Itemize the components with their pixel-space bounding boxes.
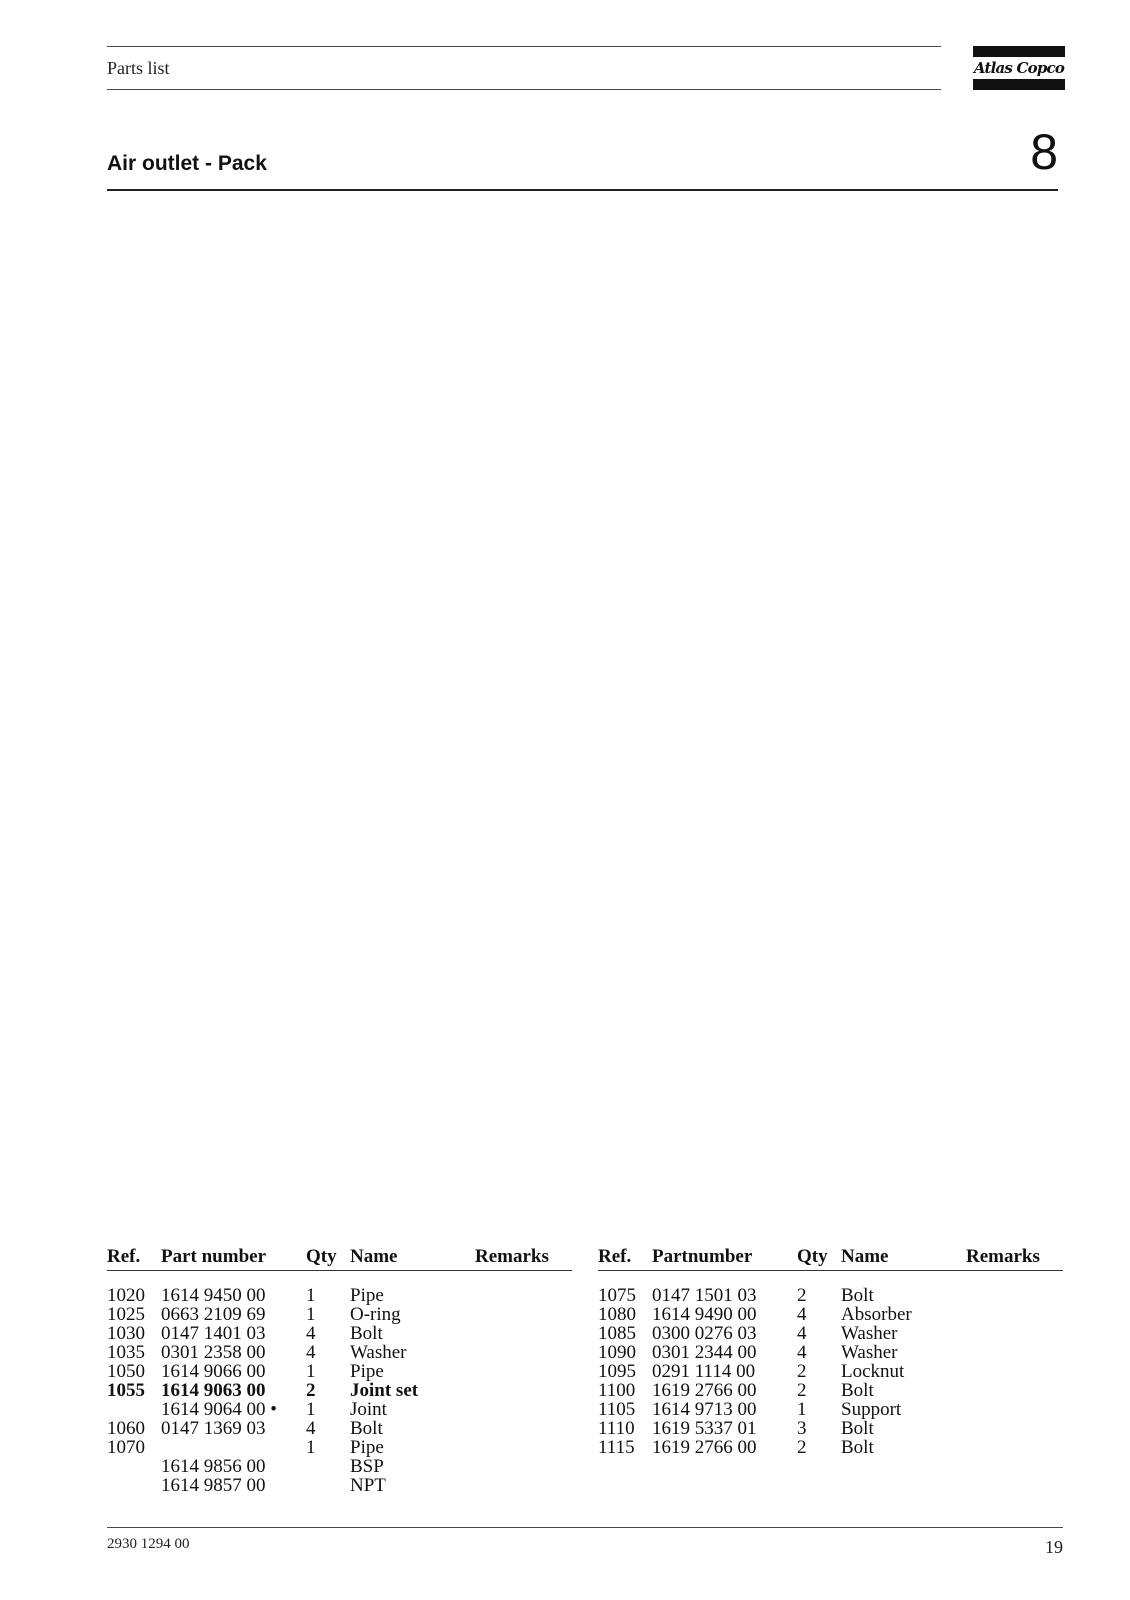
table-row bbox=[598, 1324, 1063, 1343]
cell-name: Locknut bbox=[841, 1361, 905, 1382]
cell-part-number: 1619 5337 01 bbox=[652, 1418, 757, 1439]
cell-part-number: 1614 9713 00 bbox=[652, 1399, 757, 1420]
table-row bbox=[107, 1324, 572, 1343]
table-row bbox=[107, 1419, 572, 1438]
page-number: 19 bbox=[1045, 1537, 1063, 1557]
cell-part-number: 1614 9490 00 bbox=[652, 1304, 757, 1325]
cell-ref: 1100 bbox=[598, 1380, 636, 1401]
section-number: 8 bbox=[1030, 124, 1058, 180]
cell-name: O-ring bbox=[350, 1304, 401, 1325]
cell-qty: 3 bbox=[797, 1418, 807, 1439]
parts-table-left bbox=[107, 1246, 572, 1496]
table-row bbox=[107, 1343, 572, 1362]
cell-ref: 1080 bbox=[598, 1304, 636, 1325]
cell-part-number: 0301 2344 00 bbox=[652, 1342, 757, 1363]
atlas-copco-logo bbox=[973, 46, 1065, 90]
title-rule bbox=[107, 189, 1058, 191]
table-header bbox=[598, 1246, 1063, 1270]
cell-name: Joint bbox=[350, 1399, 387, 1420]
cell-qty: 2 bbox=[797, 1361, 807, 1382]
cell-name: Joint set bbox=[350, 1380, 419, 1401]
table-row bbox=[598, 1343, 1063, 1362]
table-row bbox=[598, 1305, 1063, 1324]
table-body bbox=[107, 1286, 572, 1495]
col-header-name: Name bbox=[841, 1246, 889, 1267]
cell-part-number: 0301 2358 00 bbox=[161, 1342, 266, 1363]
cell-qty: 1 bbox=[306, 1304, 316, 1325]
cell-part-number: 0300 0276 03 bbox=[652, 1323, 757, 1344]
cell-part-number: 0291 1114 00 bbox=[652, 1361, 756, 1382]
table-row bbox=[107, 1305, 572, 1324]
footer-rule bbox=[107, 1527, 1063, 1528]
cell-name: Pipe bbox=[350, 1361, 384, 1382]
col-header-remarks: Remarks bbox=[966, 1246, 1040, 1267]
cell-part-number: 1614 9063 00 bbox=[161, 1380, 266, 1401]
cell-qty: 2 bbox=[797, 1437, 807, 1458]
col-header-ref: Ref. bbox=[598, 1246, 632, 1267]
table-row bbox=[107, 1381, 572, 1400]
cell-name: Bolt bbox=[841, 1285, 874, 1306]
cell-ref: 1090 bbox=[598, 1342, 636, 1363]
cell-part-number: 1619 2766 00 bbox=[652, 1437, 757, 1458]
document-number: 2930 1294 00 bbox=[107, 1536, 190, 1552]
cell-ref: 1035 bbox=[107, 1342, 145, 1363]
cell-part-number: 0663 2109 69 bbox=[161, 1304, 266, 1325]
table-row bbox=[107, 1457, 572, 1476]
col-header-part-number: Partnumber bbox=[652, 1246, 753, 1267]
cell-name: Washer bbox=[841, 1342, 898, 1363]
cell-ref: 1020 bbox=[107, 1285, 145, 1306]
header-bottom-rule bbox=[107, 89, 941, 90]
cell-qty: 2 bbox=[797, 1285, 807, 1306]
cell-part-number: 1614 9064 00 • bbox=[161, 1399, 277, 1420]
cell-name: Bolt bbox=[350, 1418, 383, 1439]
col-header-remarks: Remarks bbox=[475, 1246, 549, 1267]
cell-qty: 2 bbox=[306, 1380, 316, 1401]
table-header bbox=[107, 1246, 572, 1270]
cell-qty: 1 bbox=[306, 1437, 316, 1458]
cell-name: Pipe bbox=[350, 1285, 384, 1306]
table-row bbox=[598, 1419, 1063, 1438]
table-row bbox=[107, 1362, 572, 1381]
cell-ref: 1025 bbox=[107, 1304, 145, 1325]
cell-part-number: 0147 1501 03 bbox=[652, 1285, 757, 1306]
col-header-ref: Ref. bbox=[107, 1246, 141, 1267]
cell-name: Pipe bbox=[350, 1437, 384, 1458]
cell-qty: 4 bbox=[797, 1304, 807, 1325]
cell-qty: 4 bbox=[797, 1323, 807, 1344]
cell-name: Bolt bbox=[841, 1418, 874, 1439]
cell-name: BSP bbox=[350, 1456, 384, 1477]
cell-name: Washer bbox=[841, 1323, 898, 1344]
cell-qty: 4 bbox=[306, 1418, 316, 1439]
cell-name: Washer bbox=[350, 1342, 407, 1363]
cell-part-number: 1619 2766 00 bbox=[652, 1380, 757, 1401]
table-header-rule bbox=[598, 1270, 1063, 1271]
cell-ref: 1110 bbox=[598, 1418, 635, 1439]
table-row bbox=[598, 1438, 1063, 1457]
table-row bbox=[107, 1438, 572, 1457]
cell-name: Bolt bbox=[350, 1323, 383, 1344]
cell-name: Bolt bbox=[841, 1437, 874, 1458]
table-row bbox=[598, 1286, 1063, 1305]
cell-ref: 1105 bbox=[598, 1399, 636, 1420]
table-body bbox=[598, 1286, 1063, 1457]
cell-ref: 1085 bbox=[598, 1323, 636, 1344]
table-row bbox=[598, 1381, 1063, 1400]
cell-ref: 1095 bbox=[598, 1361, 636, 1382]
cell-part-number: 1614 9857 00 bbox=[161, 1475, 266, 1496]
cell-part-number: 1614 9066 00 bbox=[161, 1361, 266, 1382]
col-header-qty: Qty bbox=[797, 1246, 828, 1267]
header-label: Parts list bbox=[107, 58, 170, 78]
cell-qty: 2 bbox=[797, 1380, 807, 1401]
cell-name: Support bbox=[841, 1399, 902, 1420]
header-top-rule bbox=[107, 46, 941, 47]
cell-qty: 1 bbox=[306, 1361, 316, 1382]
cell-part-number: 1614 9856 00 bbox=[161, 1456, 266, 1477]
table-header-rule bbox=[107, 1270, 572, 1271]
table-row bbox=[107, 1476, 572, 1495]
cell-part-number: 1614 9450 00 bbox=[161, 1285, 266, 1306]
cell-ref: 1115 bbox=[598, 1437, 635, 1458]
cell-qty: 1 bbox=[306, 1399, 316, 1420]
cell-ref: 1075 bbox=[598, 1285, 636, 1306]
table-row bbox=[598, 1362, 1063, 1381]
cell-ref: 1060 bbox=[107, 1418, 145, 1439]
col-header-qty: Qty bbox=[306, 1246, 337, 1267]
cell-ref: 1030 bbox=[107, 1323, 145, 1344]
cell-qty: 1 bbox=[306, 1285, 316, 1306]
logo-bottom-bar bbox=[973, 79, 1065, 90]
col-header-part-number: Part number bbox=[161, 1246, 267, 1267]
cell-ref: 1070 bbox=[107, 1437, 145, 1458]
cell-qty: 4 bbox=[306, 1342, 316, 1363]
table-row bbox=[107, 1400, 572, 1419]
cell-name: Absorber bbox=[841, 1304, 912, 1325]
cell-ref: 1050 bbox=[107, 1361, 145, 1382]
cell-name: NPT bbox=[350, 1475, 386, 1496]
logo-wordmark: Atlas Copco bbox=[973, 59, 1065, 77]
cell-name: Bolt bbox=[841, 1380, 874, 1401]
cell-qty: 4 bbox=[797, 1342, 807, 1363]
cell-part-number: 0147 1401 03 bbox=[161, 1323, 266, 1344]
table-row bbox=[107, 1286, 572, 1305]
section-title: Air outlet - Pack bbox=[107, 152, 267, 175]
col-header-name: Name bbox=[350, 1246, 398, 1267]
cell-qty: 4 bbox=[306, 1323, 316, 1344]
cell-part-number: 0147 1369 03 bbox=[161, 1418, 266, 1439]
table-row bbox=[598, 1400, 1063, 1419]
cell-qty: 1 bbox=[797, 1399, 807, 1420]
parts-table-right bbox=[598, 1246, 1063, 1458]
logo-top-bar bbox=[973, 46, 1065, 57]
cell-ref: 1055 bbox=[107, 1380, 145, 1401]
